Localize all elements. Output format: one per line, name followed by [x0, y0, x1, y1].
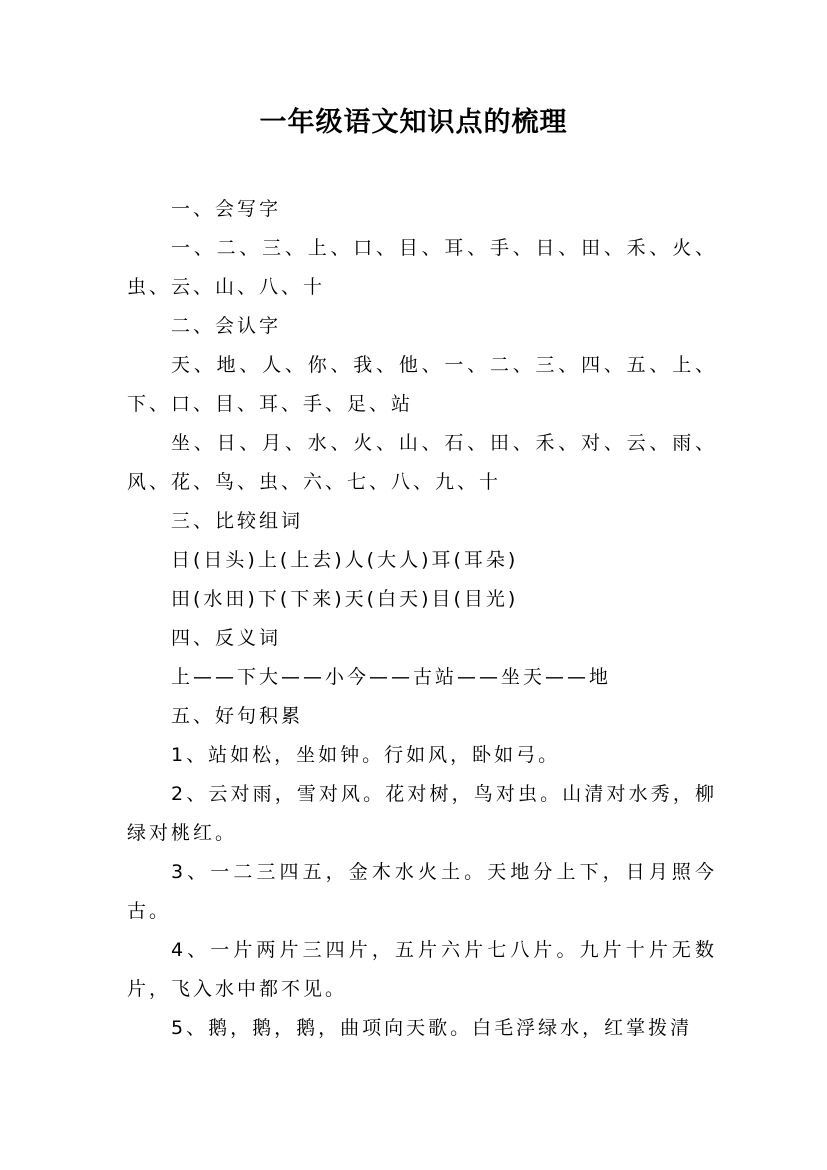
paragraph: 2、云对雨，雪对风。花对树，鸟对虫。山清对水秀，柳绿对桃红。 — [127, 783, 717, 844]
paragraph: 日(日头)上(上去)人(大人)耳(耳朵) — [171, 549, 519, 571]
paragraph: 4、一片两片三四片，五片六片七八片。九片十片无数片，飞入水中都不见。 — [127, 939, 717, 1000]
paragraph: 一、会写字 — [171, 198, 282, 220]
paragraph: 上——下大——小今——古站——坐天——地 — [171, 666, 612, 688]
paragraph: 坐、日、月、水、火、山、石、田、禾、对、云、雨、风、花、鸟、虫、六、七、八、九、十 — [127, 432, 717, 493]
paragraph: 田(水田)下(下来)天(白天)目(目光) — [171, 588, 519, 610]
paragraph: 四、反义词 — [171, 627, 282, 649]
paragraph: 天、地、人、你、我、他、一、二、三、四、五、上、下、口、目、耳、手、足、站 — [127, 354, 717, 415]
paragraph: 五、好句积累 — [171, 705, 304, 727]
document-title: 一年级语文知识点的梳理 — [259, 107, 568, 138]
paragraph: 5、鹅，鹅，鹅，曲项向天歌。白毛浮绿水，红掌拨清 — [171, 1017, 693, 1039]
paragraph: 三、比较组词 — [171, 510, 304, 532]
paragraph: 一、二、三、上、口、目、耳、手、日、田、禾、火、虫、云、山、八、十 — [127, 237, 717, 298]
paragraph: 3、一二三四五，金木水火土。天地分上下，日月照今古。 — [127, 861, 717, 922]
document-body — [127, 190, 717, 1048]
paragraph: 1、站如松，坐如钟。行如风，卧如弓。 — [171, 744, 561, 766]
paragraph: 二、会认字 — [171, 315, 282, 337]
